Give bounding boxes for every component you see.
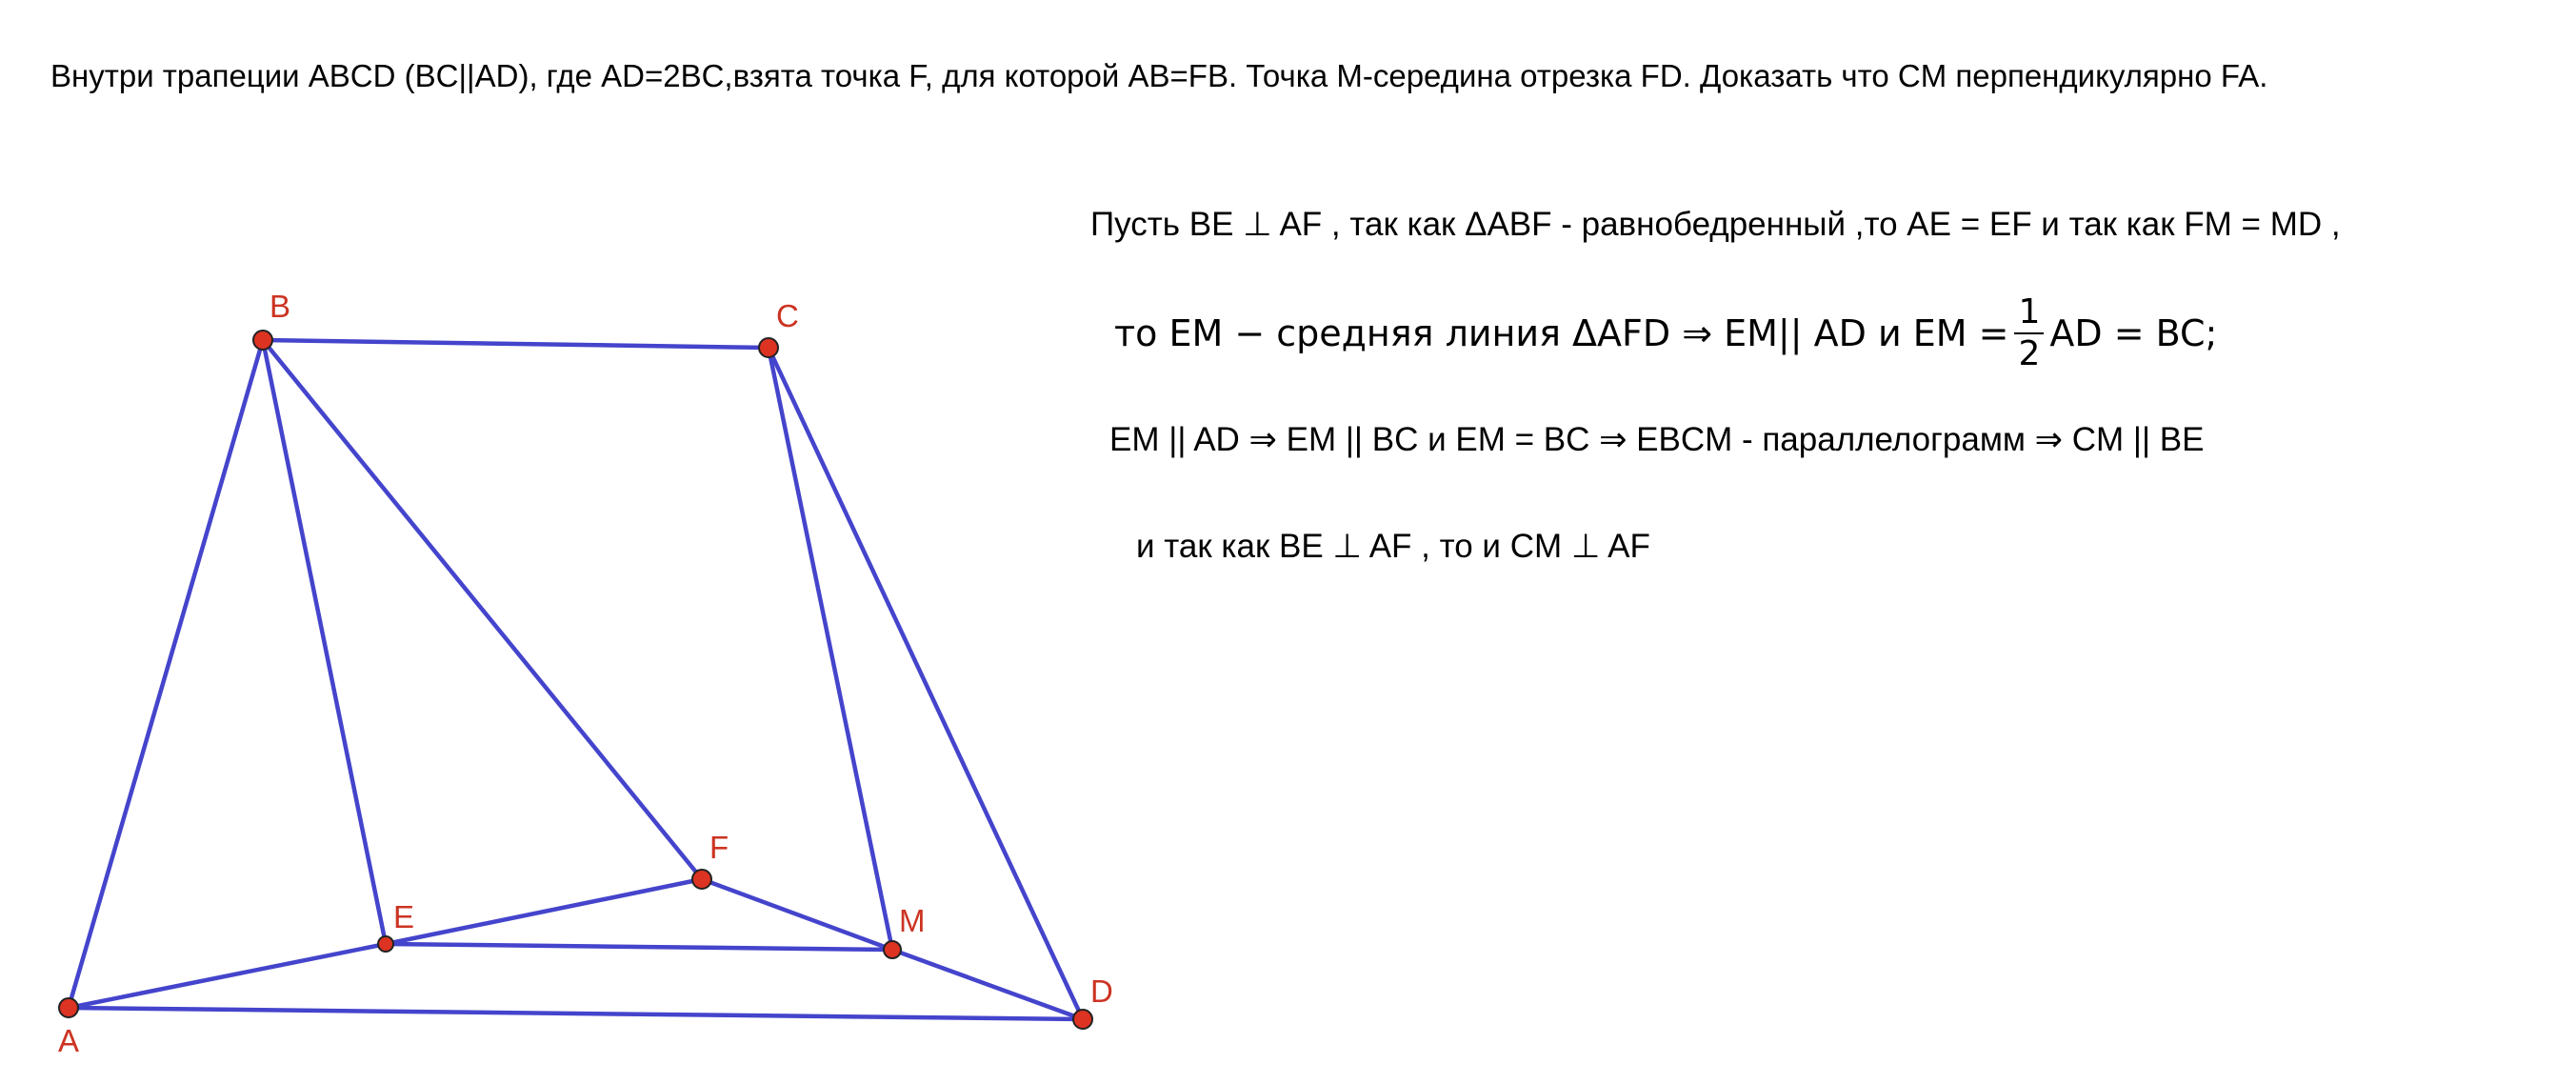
label-a: A [58, 1023, 80, 1058]
label-c: C [776, 298, 799, 333]
point-d [1073, 1010, 1092, 1029]
label-f: F [709, 830, 729, 865]
segment-ad [69, 1008, 1083, 1019]
point-c [759, 338, 778, 357]
proof-line-2 [1114, 288, 2217, 379]
trapezoid-figure [0, 0, 1113, 1084]
segment-cm [769, 348, 892, 950]
label-m: M [899, 903, 926, 938]
segment-fm [702, 879, 892, 950]
problem-statement: Внутри трапеции ABCD (BC||AD), где AD=2BC,взята точка F, для которой AB=FB. Точка М-середина отрезка FD. Доказать что CM перпендикулярно FA. [50, 58, 2268, 93]
point-m [884, 941, 901, 958]
fraction-numerator: 1 [2014, 292, 2044, 334]
point-b [253, 331, 272, 350]
label-e: E [393, 899, 415, 934]
point-a [59, 998, 78, 1017]
proof-line-2-start: то EM − средняя линия ΔAFD ⇒ EM|| AD и EM = [1114, 312, 2009, 354]
proof-line-4: и так как BE ⊥ AF , то и CM ⊥ AF [1136, 528, 1650, 565]
proof-line-1: Пусть BE ⊥ AF , так как ΔABF - равнобедренный ,то AE = EF и так как FM = MD , [1090, 206, 2341, 243]
segment-be [263, 340, 386, 944]
proof-line-3: EM || AD ⇒ EM || BC и EM = BC ⇒ EBCM - параллелограмм ⇒ CM || BE [1109, 421, 2205, 458]
segment-cd [769, 348, 1083, 1019]
segment-em [386, 944, 892, 950]
point-f [692, 870, 711, 889]
segment-ae [69, 944, 386, 1008]
segment-ab [69, 340, 263, 1008]
fraction-one-half [2014, 292, 2044, 374]
segment-bf [263, 340, 702, 879]
segment-ef [386, 879, 702, 944]
segment-bc [263, 340, 769, 348]
point-e [378, 936, 393, 952]
label-b: B [270, 289, 291, 324]
fraction-denominator: 2 [2018, 334, 2041, 373]
proof-line-2-end: AD = BC; [2049, 312, 2218, 354]
label-d: D [1090, 974, 1113, 1009]
